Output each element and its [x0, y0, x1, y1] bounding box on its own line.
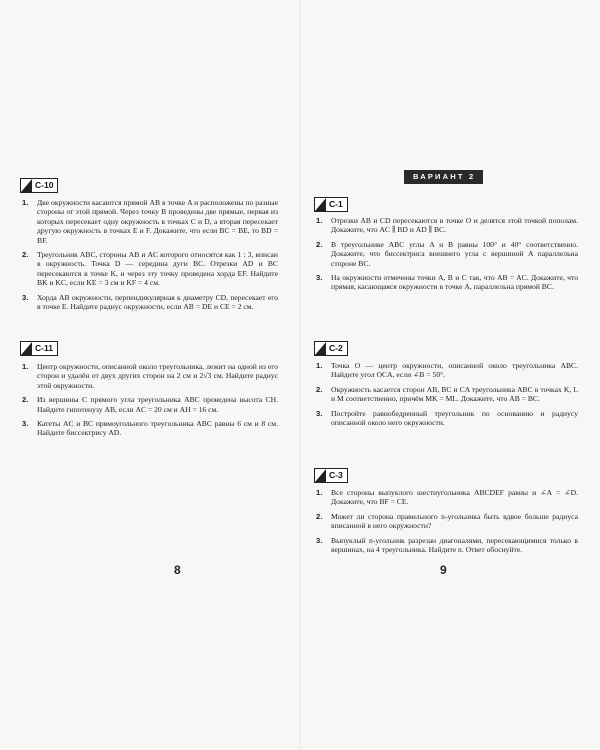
- section-c10-problems: [22, 198, 278, 316]
- page-number: 8: [174, 563, 181, 577]
- problem-text: Постройте равнобедренный треугольник по основанию и радиусу описанной около него окружности.: [331, 408, 578, 428]
- problem-text: Из вершины C прямого угла треугольника ABC проведена высота CH. Найдите гипотенузу AB, если AC = 20 см и AH = 16 см.: [37, 395, 278, 414]
- problem-text: Центр окружности, описанной около треугольника, лежит на одной из его сторон и удалён от двух других сторон на 2 см и 2√3 см. Найдите радиус этой окружности.: [37, 362, 278, 390]
- problem-text: Все стороны выпуклого шестиугольника ABCDEF равны и ∠A = ∠D. Докажите, что BF = CE.: [331, 488, 578, 507]
- problem-text: Может ли сторона правильного n-угольника быть вдвое больше радиуса вписанной в него окружности?: [331, 511, 578, 531]
- section-c3-problems: [316, 488, 578, 559]
- right-page: [300, 0, 600, 750]
- problem-text: Хорда AB окружности, перпендикулярная к диаметру CD, пересекает его в точке E. Найдите радиус окружности, если AB = DE и CE = 2 см.: [37, 292, 278, 312]
- problem-text: Две окружности касаются прямой AB в точке A и расположены по разные стороны от этой прямой. Через точку B проведены две прямые, первая из которых пересекает одну окружность в точках C и D, а вторая пересекает другую окружность в точках E и F. Докажите, что если BC = BE, то BD = BF.: [37, 198, 278, 245]
- page-number: 9: [440, 563, 447, 577]
- problem-item: 2. Из вершины C прямого угла треугольника ABC проведена высота CH. Найдите гипотенузу AB, если AC = 20 см и AH = 16 см.: [22, 395, 278, 414]
- problem-item: 3. Катеты AC и BC прямоугольного треугольника ABC равны 6 см и 8 см. Найдите биссектрису AD.: [22, 419, 278, 438]
- problem-item: 2. В треугольнике ABC углы A и B равны 100° и 40° соответственно. Докажите, что биссектриса внешнего угла с вершиной A параллельна стороне BC.: [316, 239, 578, 268]
- section-label-c3: C-3: [314, 468, 348, 483]
- problem-item: 1. Точка O — центр окружности, описанной около треугольника ABC. Найдите угол OCA, если ∠B = 50°.: [316, 361, 578, 380]
- problem-text: Точка O — центр окружности, описанной около треугольника ABC. Найдите угол OCA, если ∠B = 50°.: [331, 361, 578, 380]
- problem-item: 3. На окружности отмечены точки A, B и C так, что AB = AC. Докажите, что прямая, касающаяся окружности в точке A, параллельна прямой BC.: [316, 273, 578, 292]
- problem-text: Треугольник ABC, стороны AB и AC которого относятся как 1 : 3, вписан в окружность. Точка D — середина дуги BC. Отрезки AD и BC пересекаются в точке K, и через эту точку проведена хорда EF. Найдите BK и KC, если KE = 3 см и KF = 4 см.: [37, 250, 278, 288]
- problem-item: 1. Отрезки AB и CD пересекаются в точке O и делятся этой точкой пополам. Докажите, что AC ∥ BD и AD ∥ BC.: [316, 216, 578, 235]
- problem-text: Катеты AC и BC прямоугольного треугольника ABC равны 6 см и 8 см. Найдите биссектрису AD.: [37, 419, 278, 438]
- section-label-c1: C-1: [314, 197, 348, 212]
- section-marker-icon: [21, 179, 32, 192]
- problem-text: Отрезки AB и CD пересекаются в точке O и делятся этой точкой пополам. Докажите, что AC ∥ BD и AD ∥ BC.: [331, 216, 578, 235]
- problem-item: 3. Постройте равнобедренный треугольник по основанию и радиусу описанной около него окружности.: [316, 408, 578, 428]
- problem-item: 2. Окружность касается сторон AB, BC и CA треугольника ABC в точках K, L и M соответственно, причём MK = ML. Докажите, что AB = BC.: [316, 384, 578, 404]
- section-label-c10: C-10: [20, 178, 58, 193]
- section-marker-icon: [315, 342, 326, 355]
- problem-text: Окружность касается сторон AB, BC и CA треугольника ABC в точках K, L и M соответственно, причём MK = ML. Докажите, что AB = BC.: [331, 384, 578, 404]
- section-c2-problems: [316, 361, 578, 432]
- section-c1-problems: [316, 216, 578, 297]
- variant-title: ВАРИАНТ 2: [404, 170, 483, 184]
- problem-item: 3. Хорда AB окружности, перпендикулярная к диаметру CD, пересекает его в точке E. Найдите радиус окружности, если AB = DE и CE = 2 см.: [22, 292, 278, 312]
- problem-text: В треугольнике ABC углы A и B равны 100° и 40° соответственно. Докажите, что биссектриса внешнего угла с вершиной A параллельна стороне BC.: [331, 239, 578, 268]
- section-marker-icon: [315, 198, 326, 211]
- section-label-c11: C-11: [20, 341, 58, 356]
- section-label-c2: C-2: [314, 341, 348, 356]
- problem-text: Выпуклый n-угольник разрезан диагоналями, пересекающимися только в вершинах, на 4 треугольника. Найдите n. Ответ обоснуйте.: [331, 535, 578, 555]
- problem-text: На окружности отмечены точки A, B и C так, что AB = AC. Докажите, что прямая, касающаяся окружности в точке A, параллельна прямой BC.: [331, 273, 578, 292]
- section-marker-icon: [315, 469, 326, 482]
- problem-item: 2. Может ли сторона правильного n-угольника быть вдвое больше радиуса вписанной в него окружности?: [316, 511, 578, 531]
- section-c11-problems: [22, 362, 278, 443]
- problem-item: 1. Две окружности касаются прямой AB в точке A и расположены по разные стороны от этой прямой. Через точку B проведены две прямые, первая из которых пересекает одну окружность в точках C и D, а вторая пересекает другую окружность в точках E и F. Докажите, что если BC = BE, то BD = BF.: [22, 198, 278, 245]
- section-marker-icon: [21, 342, 32, 355]
- problem-item: 1. Центр окружности, описанной около треугольника, лежит на одной из его сторон и удалён от двух других сторон на 2 см и 2√3 см. Найдите радиус этой окружности.: [22, 362, 278, 390]
- problem-item: 3. Выпуклый n-угольник разрезан диагоналями, пересекающимися только в вершинах, на 4 треугольника. Найдите n. Ответ обоснуйте.: [316, 535, 578, 555]
- problem-item: 2. Треугольник ABC, стороны AB и AC которого относятся как 1 : 3, вписан в окружность. Точка D — середина дуги BC. Отрезки AD и BC пересекаются в точке K, и через эту точку проведена хорда EF. Найдите BK и KC, если KE = 3 см и KF = 4 см.: [22, 250, 278, 288]
- problem-item: 1. Все стороны выпуклого шестиугольника ABCDEF равны и ∠A = ∠D. Докажите, что BF = CE.: [316, 488, 578, 507]
